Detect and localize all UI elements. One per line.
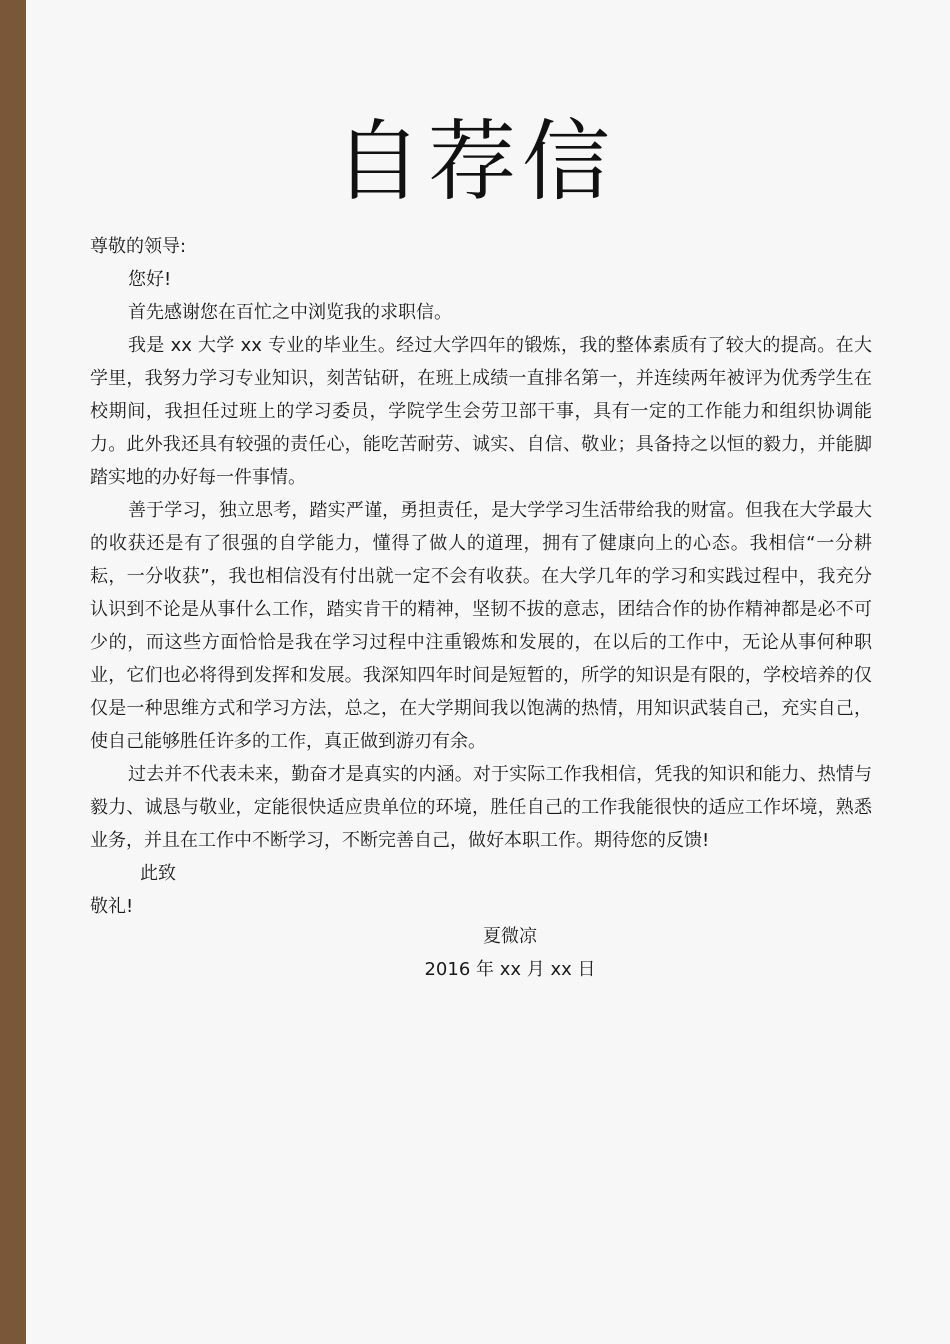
page-title: 自荐信 (333, 110, 616, 213)
closing-jing-li: 敬礼! (90, 896, 134, 917)
signature-date: 2016 年 xx 月 xx 日 (424, 959, 596, 980)
signature-name: 夏微凉 (483, 926, 537, 947)
signature-block (0, 920, 950, 986)
paragraph-introduction: 我是 xx 大学 xx 专业的毕业生。经过大学四年的锻炼，我的整体素质有了较大的提高。在大学里，我努力学习专业知识，刻苦钻研，在班上成绩一直排名第一，并连续两年被评为优秀学生在校期间，我担任过班上的学习委员，学院学生会劳卫部干事，具有一定的工作能力和组织协调能力。此外我还具有较强的责任心，能吃苦耐劳、诚实、自信、敬业；具备持之以恒的毅力，并能脚踏实地的办好每一件事情。 (90, 335, 872, 488)
salutation: 尊敬的领导: (90, 236, 187, 257)
greeting: 您好! (128, 269, 172, 290)
letter-body (90, 230, 872, 923)
paragraph-future: 过去并不代表未来，勤奋才是真实的内涵。对于实际工作我相信，凭我的知识和能力、热情与毅力、诚恳与敬业，定能很快适应贵单位的环境，胜任自己的工作我能很快的适应工作坏境，熟悉业务，并且在工作中不断学习，不断完善自己，做好本职工作。期待您的反馈! (90, 764, 872, 851)
closing-ci-zhi: 此致 (140, 863, 176, 884)
paragraph-learning: 善于学习，独立思考，踏实严谨，勇担责任，是大学学习生活带给我的财富。但我在大学最大的收获还是有了很强的自学能力，懂得了做人的道理，拥有了健康向上的心态。我相信“一分耕耘，一分收获”，我也相信没有付出就一定不会有收获。在大学几年的学习和实践过程中，我充分认识到不论是从事什么工作，踏实肯干的精神，坚韧不拔的意志，团结合作的协作精神都是必不可少的，而这些方面恰恰是我在学习过程中注重锻炼和发展的，在以后的工作中，无论从事何种职业，它们也必将得到发挥和发展。我深知四年时间是短暂的，所学的知识是有限的，学校培养的仅仅是一种思维方式和学习方法，总之，在大学期间我以饱满的热情，用知识武装自己，充实自己，使自己能够胜任许多的工作，真正做到游刃有余。 (90, 500, 872, 752)
paragraph-thanks: 首先感谢您在百忙之中浏览我的求职信。 (128, 302, 452, 323)
